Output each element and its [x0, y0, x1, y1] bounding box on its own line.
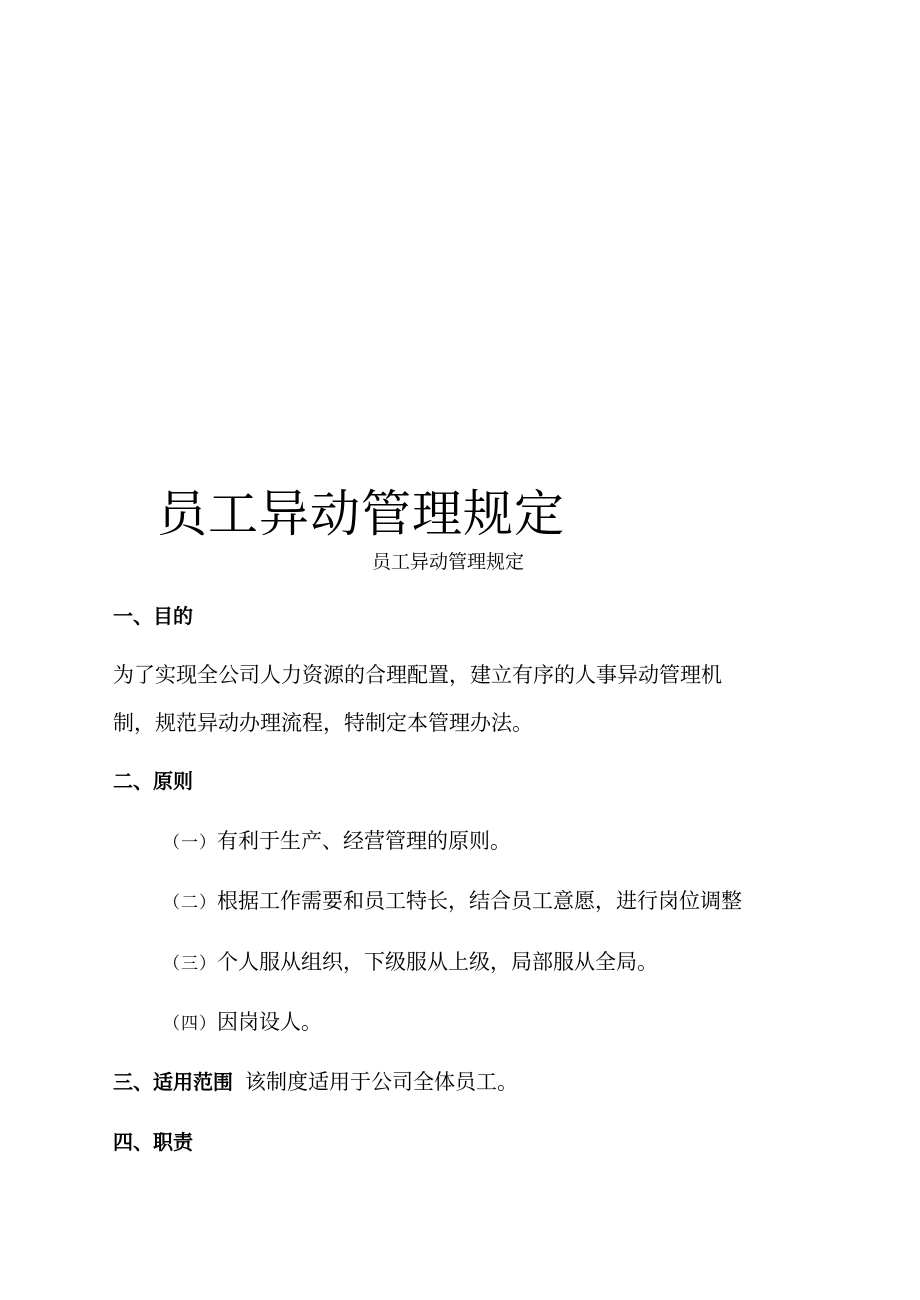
section-heading-purpose: 一、目的	[113, 604, 193, 628]
section-heading-duties: 四、职责	[113, 1130, 193, 1154]
scope-heading-label: 三、适用范围	[113, 1070, 233, 1094]
section-heading-principles: 二、原则	[113, 769, 193, 793]
purpose-line-1: 为了实现全公司人力资源的合理配置，建立有序的人事异动管理机	[113, 663, 722, 687]
purpose-line-2: 制，规范异动办理流程，特制定本管理办法。	[113, 711, 533, 735]
principle-marker: （三）	[163, 954, 217, 974]
principle-marker: （二）	[163, 893, 217, 913]
principle-text: 因岗设人。	[217, 1010, 322, 1034]
scope-text: 该制度适用于公司全体员工。	[245, 1070, 518, 1094]
principle-item	[163, 826, 511, 858]
document-title: 员工异动管理规定	[157, 485, 565, 543]
section-heading-scope	[113, 1068, 518, 1096]
principle-marker: （一）	[163, 833, 217, 853]
principle-item	[163, 947, 658, 979]
principle-item	[163, 886, 742, 918]
principle-text: 个人服从组织，下级服从上级，局部服从全局。	[217, 950, 658, 974]
principle-text: 有利于生产、经营管理的原则。	[217, 829, 511, 853]
principle-text: 根据工作需要和员工特长，结合员工意愿，进行岗位调整	[217, 889, 742, 913]
principle-item	[163, 1007, 322, 1039]
document-subtitle: 员工异动管理规定	[372, 551, 525, 573]
principle-marker: （四）	[163, 1014, 217, 1034]
